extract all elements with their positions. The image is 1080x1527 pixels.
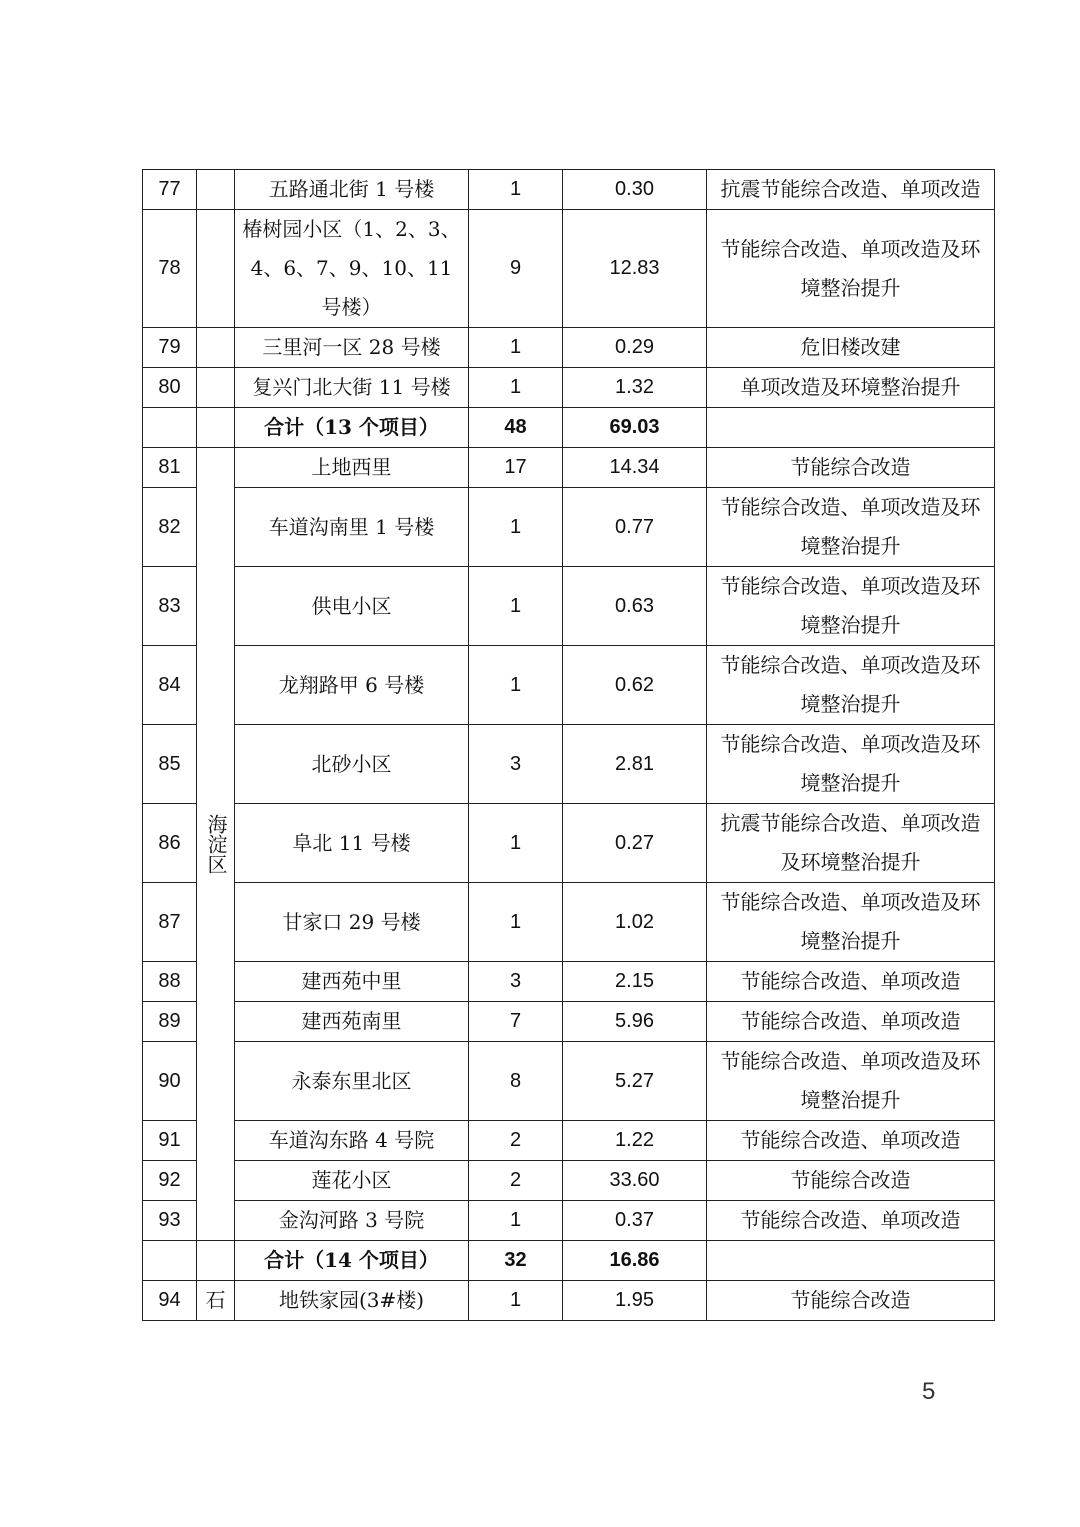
row-number: 87 bbox=[143, 883, 197, 962]
building-count: 8 bbox=[469, 1042, 563, 1121]
building-count: 17 bbox=[469, 448, 563, 488]
building-count: 9 bbox=[469, 210, 563, 328]
district-cell-empty bbox=[197, 1241, 235, 1281]
table-row bbox=[143, 1121, 995, 1161]
building-count: 3 bbox=[469, 962, 563, 1002]
area-value: 0.29 bbox=[563, 328, 707, 368]
area-value: 0.27 bbox=[563, 804, 707, 883]
building-count: 1 bbox=[469, 804, 563, 883]
area-value: 2.81 bbox=[563, 725, 707, 804]
area-value: 5.96 bbox=[563, 1002, 707, 1042]
table-row bbox=[143, 725, 995, 804]
renovation-type: 节能综合改造 bbox=[707, 1281, 995, 1321]
project-name: 供电小区 bbox=[235, 567, 469, 646]
district-cell-empty bbox=[197, 210, 235, 328]
table-row bbox=[143, 170, 995, 210]
project-name: 永泰东里北区 bbox=[235, 1042, 469, 1121]
row-number: 77 bbox=[143, 170, 197, 210]
row-number: 90 bbox=[143, 1042, 197, 1121]
area-value: 0.77 bbox=[563, 488, 707, 567]
area-value: 14.34 bbox=[563, 448, 707, 488]
building-count: 1 bbox=[469, 567, 563, 646]
table-row bbox=[143, 962, 995, 1002]
building-count: 1 bbox=[469, 488, 563, 567]
project-name: 复兴门北大街 11 号楼 bbox=[235, 368, 469, 408]
table-row bbox=[143, 448, 995, 488]
table-row bbox=[143, 883, 995, 962]
table-row bbox=[143, 488, 995, 567]
building-count: 2 bbox=[469, 1121, 563, 1161]
row-number: 78 bbox=[143, 210, 197, 328]
building-count: 1 bbox=[469, 368, 563, 408]
row-number: 79 bbox=[143, 328, 197, 368]
building-count: 1 bbox=[469, 883, 563, 962]
renovation-type: 单项改造及环境整治提升 bbox=[707, 368, 995, 408]
subtotal-count: 32 bbox=[469, 1241, 563, 1281]
row-number: 93 bbox=[143, 1201, 197, 1241]
table-row bbox=[143, 646, 995, 725]
building-count: 1 bbox=[469, 1281, 563, 1321]
building-count: 3 bbox=[469, 725, 563, 804]
row-number: 92 bbox=[143, 1161, 197, 1201]
district-next: 石 bbox=[197, 1281, 235, 1321]
renovation-type: 节能综合改造、单项改造及环境整治提升 bbox=[707, 725, 995, 804]
project-name: 五路通北街 1 号楼 bbox=[235, 170, 469, 210]
renovation-type: 节能综合改造、单项改造及环境整治提升 bbox=[707, 1042, 995, 1121]
project-name: 地铁家园(3#楼) bbox=[235, 1281, 469, 1321]
table-row bbox=[143, 210, 995, 328]
project-name: 三里河一区 28 号楼 bbox=[235, 328, 469, 368]
renovation-type: 节能综合改造、单项改造及环境整治提升 bbox=[707, 567, 995, 646]
district-cell-empty bbox=[197, 170, 235, 210]
table-row bbox=[143, 1002, 995, 1042]
renovation-type bbox=[707, 1241, 995, 1281]
area-value: 33.60 bbox=[563, 1161, 707, 1201]
area-value: 1.02 bbox=[563, 883, 707, 962]
row-number bbox=[143, 408, 197, 448]
project-name: 建西苑南里 bbox=[235, 1002, 469, 1042]
table-row bbox=[143, 328, 995, 368]
table-row bbox=[143, 1281, 995, 1321]
area-value: 2.15 bbox=[563, 962, 707, 1002]
subtotal-label: 合计（13 个项目） bbox=[235, 408, 469, 448]
renovation-type: 节能综合改造、单项改造 bbox=[707, 1121, 995, 1161]
area-value: 12.83 bbox=[563, 210, 707, 328]
district-cell-empty bbox=[197, 368, 235, 408]
row-number: 94 bbox=[143, 1281, 197, 1321]
district-cell-empty bbox=[197, 408, 235, 448]
renovation-type: 节能综合改造、单项改造及环境整治提升 bbox=[707, 646, 995, 725]
renovation-type: 危旧楼改建 bbox=[707, 328, 995, 368]
district-cell-empty bbox=[197, 328, 235, 368]
renovation-type: 节能综合改造、单项改造及环境整治提升 bbox=[707, 210, 995, 328]
row-number: 85 bbox=[143, 725, 197, 804]
renovation-type: 节能综合改造 bbox=[707, 1161, 995, 1201]
building-count: 1 bbox=[469, 328, 563, 368]
building-count: 2 bbox=[469, 1161, 563, 1201]
row-number bbox=[143, 1241, 197, 1281]
row-number: 84 bbox=[143, 646, 197, 725]
project-name: 建西苑中里 bbox=[235, 962, 469, 1002]
renovation-type: 抗震节能综合改造、单项改造及环境整治提升 bbox=[707, 804, 995, 883]
table-row bbox=[143, 1161, 995, 1201]
table-row bbox=[143, 1042, 995, 1121]
building-count: 1 bbox=[469, 1201, 563, 1241]
project-name: 莲花小区 bbox=[235, 1161, 469, 1201]
row-number: 91 bbox=[143, 1121, 197, 1161]
district-haidian: 海淀区 bbox=[197, 448, 235, 1241]
project-name: 阜北 11 号楼 bbox=[235, 804, 469, 883]
project-table bbox=[142, 169, 995, 1321]
row-number: 86 bbox=[143, 804, 197, 883]
row-number: 80 bbox=[143, 368, 197, 408]
subtotal-area: 69.03 bbox=[563, 408, 707, 448]
subtotal-count: 48 bbox=[469, 408, 563, 448]
building-count: 1 bbox=[469, 170, 563, 210]
area-value: 1.95 bbox=[563, 1281, 707, 1321]
row-number: 82 bbox=[143, 488, 197, 567]
building-count: 7 bbox=[469, 1002, 563, 1042]
area-value: 5.27 bbox=[563, 1042, 707, 1121]
subtotal-row bbox=[143, 408, 995, 448]
row-number: 88 bbox=[143, 962, 197, 1002]
table-row bbox=[143, 368, 995, 408]
row-number: 89 bbox=[143, 1002, 197, 1042]
area-value: 0.63 bbox=[563, 567, 707, 646]
area-value: 1.22 bbox=[563, 1121, 707, 1161]
project-name: 北砂小区 bbox=[235, 725, 469, 804]
renovation-type: 抗震节能综合改造、单项改造 bbox=[707, 170, 995, 210]
table-row bbox=[143, 567, 995, 646]
subtotal-row bbox=[143, 1241, 995, 1281]
area-value: 0.30 bbox=[563, 170, 707, 210]
building-count: 1 bbox=[469, 646, 563, 725]
renovation-type: 节能综合改造、单项改造及环境整治提升 bbox=[707, 488, 995, 567]
renovation-type: 节能综合改造、单项改造 bbox=[707, 962, 995, 1002]
project-name: 龙翔路甲 6 号楼 bbox=[235, 646, 469, 725]
row-number: 81 bbox=[143, 448, 197, 488]
project-name: 车道沟南里 1 号楼 bbox=[235, 488, 469, 567]
table-row bbox=[143, 804, 995, 883]
project-name: 甘家口 29 号楼 bbox=[235, 883, 469, 962]
subtotal-label: 合计（14 个项目） bbox=[235, 1241, 469, 1281]
page-number: 5 bbox=[922, 1378, 936, 1405]
subtotal-area: 16.86 bbox=[563, 1241, 707, 1281]
project-name: 车道沟东路 4 号院 bbox=[235, 1121, 469, 1161]
row-number: 83 bbox=[143, 567, 197, 646]
renovation-type: 节能综合改造、单项改造及环境整治提升 bbox=[707, 883, 995, 962]
table-row bbox=[143, 1201, 995, 1241]
project-name: 椿树园小区（1、2、3、4、6、7、9、10、11 号楼） bbox=[235, 210, 469, 328]
area-value: 0.62 bbox=[563, 646, 707, 725]
renovation-type: 节能综合改造 bbox=[707, 448, 995, 488]
project-name: 上地西里 bbox=[235, 448, 469, 488]
renovation-type bbox=[707, 408, 995, 448]
project-name: 金沟河路 3 号院 bbox=[235, 1201, 469, 1241]
area-value: 1.32 bbox=[563, 368, 707, 408]
area-value: 0.37 bbox=[563, 1201, 707, 1241]
renovation-type: 节能综合改造、单项改造 bbox=[707, 1002, 995, 1042]
renovation-type: 节能综合改造、单项改造 bbox=[707, 1201, 995, 1241]
